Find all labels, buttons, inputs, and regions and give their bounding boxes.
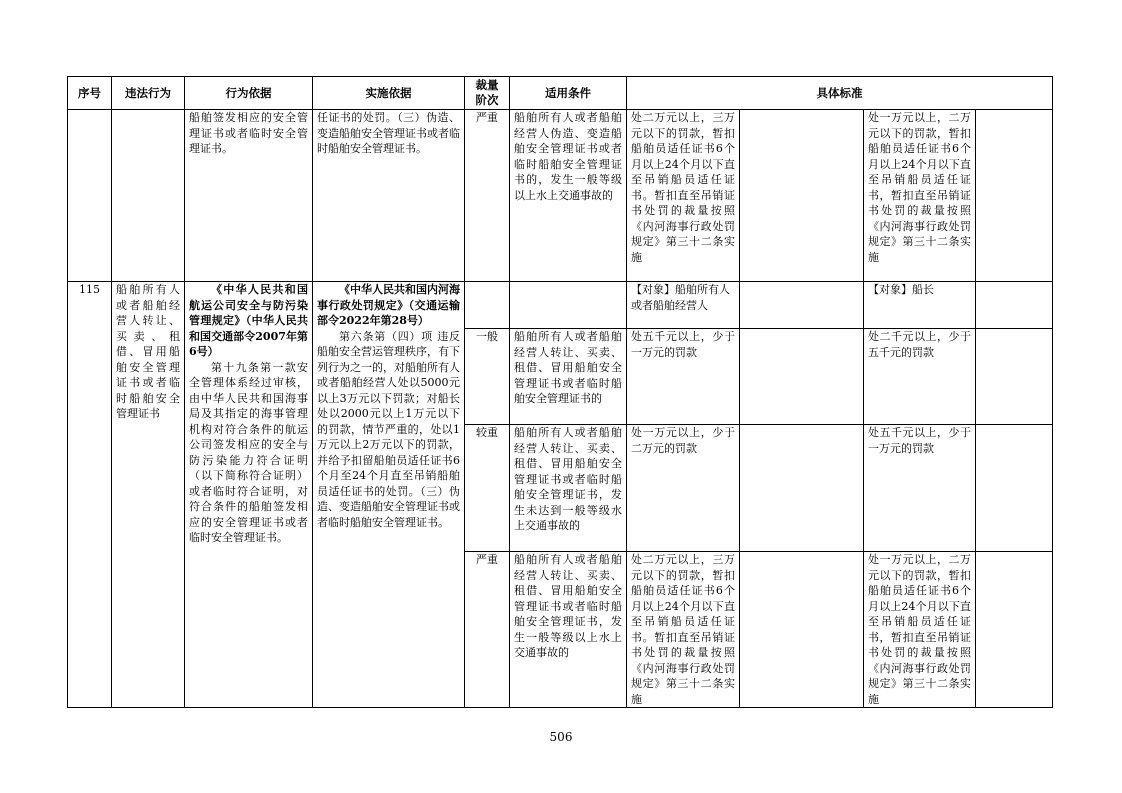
row-basis-text: 第十九条第一款安全管理体系经过审核，由中华人民共和国海事局及其指定的海事管理机构对符合条件的航运公司签发相应的安全与防污染能力符合证明（以下简称符合证明）或者临时符合证明，对符合条件的船舶签发相应的安全管理证书或者临时安全管理证书。 [189, 360, 308, 544]
condition-general: 船舶所有人或者船舶经营人转让、买卖、租借、冒用船舶安全管理证书或者临时船舶安全管理证书的 [510, 329, 627, 425]
table-row-continued [68, 110, 1053, 282]
condition-serious: 船舶所有人或者船舶经营人转让、买卖、租借、冒用船舶安全管理证书或者临时船舶安全管理证书，发生未达到一般等级水上交通事故的 [510, 425, 627, 552]
cont-basis: 船舶签发相应的安全管理证书或者临时安全管理证书。 [185, 110, 313, 282]
cont-standard-empty-1 [740, 110, 864, 282]
header-impl-basis: 实施依据 [313, 77, 465, 110]
header-violation: 违法行为 [112, 77, 185, 110]
standard-captain-serious: 处五千元以上，少于一万元的罚款 [864, 425, 976, 552]
standard-captain-general: 处二千元以上，少于五千元的罚款 [864, 329, 976, 425]
page-number: 506 [549, 730, 573, 744]
cont-violation-cell [112, 110, 185, 282]
header-condition: 适用条件 [510, 77, 627, 110]
row-impl-basis [313, 282, 465, 708]
condition-severe: 船舶所有人或者船舶经营人转让、买卖、租借、冒用船舶安全管理证书或者临时船舶安全管理证书，发生一般等级以上水上交通事故的 [510, 552, 627, 708]
target-empty-2 [976, 282, 1053, 329]
target-level-empty [465, 282, 510, 329]
target-condition-empty [510, 282, 627, 329]
header-seq: 序号 [68, 77, 112, 110]
cont-level: 严重 [465, 110, 510, 282]
standard-empty-serious-1 [740, 425, 864, 552]
standard-empty-general-2 [976, 329, 1053, 425]
cont-seq-cell [68, 110, 112, 282]
cont-standard-owner: 处二万元以上，三万元以下的罚款，暂扣船舶员适任证书6个月以上24个月以下直至吊销船员适任证书。暂扣直至吊销证书处罚的裁量按照《内河海事行政处罚规定》第三十二条实施 [627, 110, 740, 282]
level-severe: 严重 [465, 552, 510, 708]
header-basis: 行为依据 [185, 77, 313, 110]
level-general: 一般 [465, 329, 510, 425]
header-row [68, 77, 1053, 110]
cont-standard-empty-2 [976, 110, 1053, 282]
table-row-115-target [68, 282, 1053, 329]
row-seq-number: 115 [68, 282, 112, 708]
cont-standard-captain: 处一万元以上，二万元以下的罚款，暂扣船舶员适任证书6个月以上24个月以下直至吊销船员适任证书，暂扣直至吊销证书处罚的裁量按照《内河海事行政处罚规定》第三十二条实施 [864, 110, 976, 282]
row-impl-title: 《中华人民共和国内河海事行政处罚规定》（交通运输部令2022年第28号） [317, 283, 460, 327]
row-violation: 船舶所有人或者船舶经营人转让、买卖、租借、冒用船舶安全管理证书或者临时船舶安全管理证书 [112, 282, 185, 708]
target-empty-1 [740, 282, 864, 329]
header-level: 裁量 阶次 [465, 77, 510, 110]
standard-empty-severe-1 [740, 552, 864, 708]
row-basis [185, 282, 313, 708]
standard-owner-general: 处五千元以上，少于一万元的罚款 [627, 329, 740, 425]
level-serious: 较重 [465, 425, 510, 552]
cont-condition: 船舶所有人或者船舶经营人伪造、变造船舶安全管理证书或者临时船舶安全管理证书的，发生一般等级以上水上交通事故的 [510, 110, 627, 282]
row-impl-text: 第六条第（四）项 违反船舶安全营运管理秩序，有下列行为之一的，对船舶所有人或者船舶经营人处以5000元以上3万元以下罚款；对船长处以2000元以上1万元以下的罚款，情节严重的，处以1万元以上2万元以下的罚款，并给予扣留船舶员适任证书6个月至24个月直至吊销船舶员适任证书的处罚。（三）伪造、变造船舶安全管理证书或者临时船舶安全管理证书。 [317, 329, 460, 529]
standard-empty-general-1 [740, 329, 864, 425]
header-standard: 具体标准 [627, 77, 1053, 110]
row-basis-title: 《中华人民共和国航运公司安全与防污染管理规定》（中华人民共和国交通部令2007年第6号） [189, 283, 308, 358]
standard-captain-severe: 处一万元以上，二万元以下的罚款，暂扣船舶员适任证书6个月以上24个月以下直至吊销船员适任证书，暂扣直至吊销证书处罚的裁量按照《内河海事行政处罚规定》第三十二条实施 [864, 552, 976, 708]
standard-empty-severe-2 [976, 552, 1053, 708]
cont-impl-basis: 任证书的处罚。（三）伪造、变造船舶安全管理证书或者临时船舶安全管理证书。 [313, 110, 465, 282]
standard-owner-severe: 处二万元以上，三万元以下的罚款，暂扣船舶员适任证书6个月以上24个月以下直至吊销船员适任证书。暂扣直至吊销证书处罚的裁量按照《内河海事行政处罚规定》第三十二条实施 [627, 552, 740, 708]
target-captain: 【对象】船长 [864, 282, 976, 329]
standard-empty-serious-2 [976, 425, 1053, 552]
penalty-standard-table [67, 76, 1053, 708]
standard-owner-serious: 处一万元以上，少于二万元的罚款 [627, 425, 740, 552]
target-owner: 【对象】船舶所有人或者船舶经营人 [627, 282, 740, 329]
